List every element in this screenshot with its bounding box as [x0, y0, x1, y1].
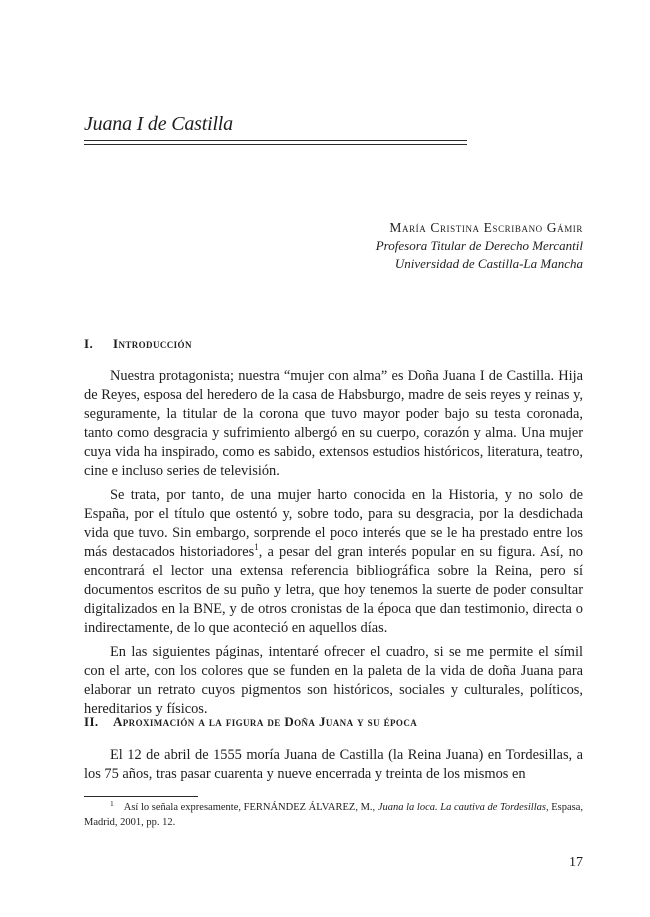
page-title: Juana I de Castilla: [84, 113, 233, 135]
section-heading-introduccion: [84, 336, 192, 352]
paragraph: [84, 486, 583, 638]
footnote: [84, 800, 583, 830]
section-number: I.: [84, 336, 94, 351]
paragraph-text: Se trata, por tanto, de una mujer harto conocida en la Historia, y no solo de España, por el título que ostentó y, sobre todo, para su desgracia, por la desdichada vida que tuvo. Sin embargo, sorprende el poco interés que se le ha prestado entre los más destacados historiadores: [84, 487, 583, 560]
paragraph: El 12 de abril de 1555 moría Juana de Castilla (la Reina Juana) en Tordesillas, a los 75 años, tras pasar cuarenta y nueve encerrada y treinta de los mismos en: [84, 747, 583, 782]
paragraph-text: , a pesar del gran interés popular en su figura. Así, no encontrará el lector una extensa referencia bibliográfica sobre la Reina, pero sí documentos escritos de su puño y letra, que hoy tenemos la suerte de poder consultar digitalizados en la BNE, y de otros cronistas de la época que dan testimonio, directa o indirectamente, de lo que aconteció en aquellos días.: [84, 544, 584, 636]
footnote-reference: 1: [254, 542, 259, 553]
footnote-text: Así lo señala expresamente, FERNÁNDEZ ÁLVAREZ, M.,: [123, 802, 378, 813]
section-heading-aproximacion: [84, 714, 417, 730]
title-rule-top: [84, 140, 467, 141]
page-number: 17: [569, 855, 583, 870]
section-body-aproximacion: [84, 746, 583, 789]
footnote-rule: [84, 796, 198, 797]
footnote-text: Espasa, Madrid, 2001, pp. 12.: [84, 802, 583, 828]
title-rule-bottom: [84, 144, 467, 145]
footnote-number: 1: [110, 798, 114, 808]
paragraph: En las siguientes páginas, intentaré ofrecer el cuadro, si se me permite el símil con el arte, con los colores que se funden en la paleta de la vida de doña Juana para elaborar un retrato cuyos pigmentos son históricos, sociales y culturales, políticos, hereditarios y físicos.: [84, 644, 583, 717]
author-block: [376, 219, 583, 273]
section-title: Introducción: [113, 336, 192, 351]
section-body-introduccion: [84, 367, 583, 724]
author-institution: Universidad de Castilla-La Mancha: [394, 256, 583, 271]
paragraph: Nuestra protagonista; nuestra “mujer con alma” es Doña Juana I de Castilla. Hija de Reyes, esposa del heredero de la casa de Habsburgo, madre de seis reyes y reinas y, seguramente, la titular de la corona que tuvo mayor poder bajo su testa coronada, tanto como desgracia y sufrimiento albergó en su cuerpo, corazón y alma. Una mujer cuya vida ha inspirado, como es sabido, extensos estudios históricos, literatura, teatro, cine e incluso series de televisión.: [84, 368, 583, 479]
footnote-book-title: Juana la loca. La cautiva de Tordesillas,: [377, 802, 549, 813]
author-position: Profesora Titular de Derecho Mercantil: [375, 238, 583, 253]
section-title: Aproximación a la figura de Doña Juana y su época: [113, 714, 418, 729]
section-number: II.: [84, 714, 99, 729]
author-name: María Cristina Escribano Gámir: [389, 220, 583, 235]
